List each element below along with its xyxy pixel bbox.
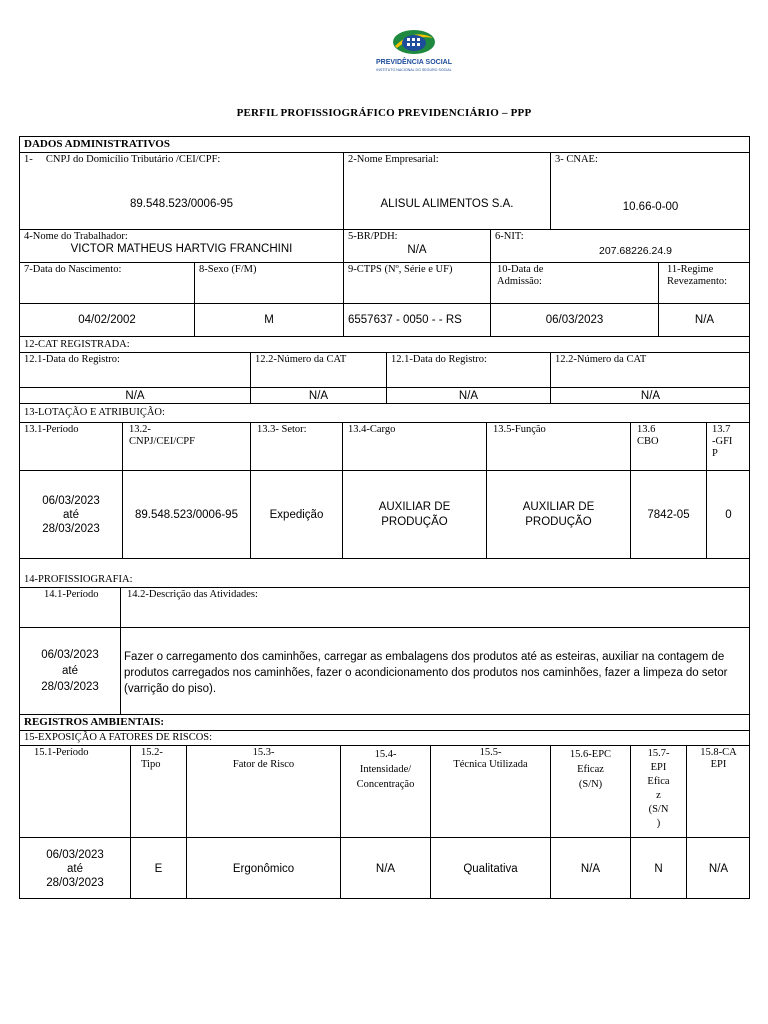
lot-cnpj-value: 89.548.523/0006-95 <box>135 508 238 521</box>
sexo-label: 8-Sexo (F/M) <box>199 264 257 275</box>
previdencia-social-logo <box>367 26 461 74</box>
risc-tecnica-label: 15.5- Técnica Utilizada <box>453 747 528 770</box>
risc-fator-value-cell <box>187 838 341 899</box>
sexo-label-cell <box>195 263 344 304</box>
risc-ca-value-cell <box>687 838 750 899</box>
risc-tecnica-label-cell <box>431 746 551 838</box>
lot-gfip-label-cell <box>707 423 750 471</box>
lot-cbo-value-cell <box>631 471 707 559</box>
lot-cbo-value: 7842-05 <box>647 508 690 521</box>
risc-epi-label: 15.7- EPI Efica z (S/N ) <box>647 748 670 829</box>
logo-subtitle: INSTITUTO NACIONAL DO SEGURO SOCIAL <box>376 68 452 72</box>
cat-data2-label-cell <box>387 353 551 388</box>
admissao-label: 10-Data de Admissão: <box>497 264 544 287</box>
risc-tipo-label-cell <box>131 746 187 838</box>
lot-cbo-label-cell <box>631 423 707 471</box>
lot-setor-label: 13.3- Setor: <box>257 424 307 435</box>
cat-data2-value-cell <box>387 388 551 404</box>
lot-cargo-value-cell <box>343 471 487 559</box>
risc-intensidade-label-cell <box>341 746 431 838</box>
lot-periodo-label: 13.1-Período <box>24 424 79 435</box>
cat-data1-value: N/A <box>125 390 145 402</box>
cnpj-label: 1- CNPJ do Domicílio Tributário /CEI/CPF: <box>24 154 221 165</box>
lot-gfip-value: 0 <box>725 508 732 521</box>
prof-periodo-value: 06/03/2023 até 28/03/2023 <box>41 649 99 693</box>
document-title: PERFIL PROFISSIOGRÁFICO PREVIDENCIÁRIO – PPP <box>236 107 532 119</box>
lot-funcao-label: 13.5-Função <box>493 424 546 435</box>
trabalhador-cell <box>20 230 344 263</box>
risc-fator-value: Ergonômico <box>232 862 295 875</box>
regime-label-cell <box>659 263 750 304</box>
admissao-value: 06/03/2023 <box>545 314 604 326</box>
nascimento-label-cell <box>20 263 195 304</box>
risc-periodo-value: 06/03/2023 até 28/03/2023 <box>46 848 104 889</box>
riscos-heading: REGISTROS AMBIENTAIS: <box>20 715 749 731</box>
risc-periodo-label-cell <box>20 746 131 838</box>
risc-periodo-label: 15.1-Período <box>34 747 89 758</box>
cnpj-cell <box>20 153 344 230</box>
cnae-value: 10.66-0-00 <box>622 201 679 213</box>
lot-cbo-label: 13.6 CBO <box>637 424 659 447</box>
risc-ca-value: N/A <box>708 862 729 875</box>
cat-data2-value: N/A <box>458 390 479 402</box>
risc-fator-label-cell <box>187 746 341 838</box>
nascimento-label: 7-Data do Nascimento: <box>24 264 122 275</box>
lot-periodo-value-cell <box>20 471 123 559</box>
lot-cnpj-label: 13.2- CNPJ/CEI/CPF <box>129 424 195 447</box>
lot-funcao-value: AUXILIAR DE PRODUÇÃO <box>522 500 595 528</box>
cat-data1-value-cell <box>20 388 251 404</box>
admissao-label-cell <box>491 263 659 304</box>
lot-cargo-value: AUXILIAR DE PRODUÇÃO <box>378 500 451 528</box>
profissiografia-heading: 14-PROFISSIOGRAFIA: <box>20 559 749 588</box>
prof-descricao-label: 14.2-Descrição das Atividades: <box>127 589 258 600</box>
lot-gfip-label: 13.7 -GFI P <box>712 424 733 459</box>
lot-funcao-label-cell <box>487 423 631 471</box>
nascimento-value-cell <box>20 304 195 337</box>
risc-epc-value: N/A <box>580 862 601 875</box>
ctps-label: 9-CTPS (Nº, Série e UF) <box>348 264 453 275</box>
cat-num1-value-cell <box>251 388 387 404</box>
risc-intensidade-label: 15.4- Intensidade/ Concentração <box>356 749 415 790</box>
cat-data2-label: 12.1-Data do Registro: <box>391 354 487 365</box>
br-pdh-label: 5-BR/PDH: <box>348 231 398 242</box>
empresa-label: 2-Nome Empresarial: <box>348 154 439 165</box>
risc-epi-value: N <box>654 862 663 875</box>
lot-periodo-label-cell <box>20 423 123 471</box>
cnpj-value: 89.548.523/0006-95 <box>130 198 233 210</box>
ctps-value-cell <box>344 304 491 337</box>
risc-periodo-value-cell <box>20 838 131 899</box>
logo-emblem-icon <box>393 30 435 54</box>
prof-descricao-label-cell <box>121 588 750 628</box>
logo-name: PREVIDÊNCIA SOCIAL <box>376 59 452 66</box>
cnae-cell <box>551 153 750 230</box>
prof-descricao-value: Fazer o carregamento dos caminhões, carregar as embalagens dos produtos até as esteiras, auxiliar na contagem de produtos carregados nos caminhões, fazer o acondicionamento dos produtos nos caminhões, fazer a limpeza do setor (varrição do piso). <box>124 651 728 695</box>
risc-tipo-value-cell <box>131 838 187 899</box>
cat-heading: 12-CAT REGISTRADA: <box>20 337 749 353</box>
cat-num1-label-cell <box>251 353 387 388</box>
nit-cell <box>491 230 750 263</box>
cat-data1-label: 12.1-Data do Registro: <box>24 354 120 365</box>
cat-num2-label: 12.2-Número da CAT <box>555 354 647 365</box>
risc-tipo-label: 15.2- Tipo <box>141 747 163 770</box>
prof-descricao-value-cell <box>121 628 750 715</box>
risc-intensidade-value-cell <box>341 838 431 899</box>
risc-tecnica-value-cell <box>431 838 551 899</box>
prof-periodo-label: 14.1-Período <box>44 589 99 600</box>
ctps-value: 6557637 - 0050 - - RS <box>348 314 462 326</box>
cnae-label: 3- CNAE: <box>555 154 598 165</box>
risc-fator-label: 15.3- Fator de Risco <box>232 747 295 770</box>
ppp-form <box>19 136 750 899</box>
empresa-cell <box>344 153 551 230</box>
lot-setor-value-cell <box>251 471 343 559</box>
nascimento-value: 04/02/2002 <box>78 314 136 326</box>
lot-cargo-label-cell <box>343 423 487 471</box>
lot-cnpj-label-cell <box>123 423 251 471</box>
regime-value: N/A <box>694 314 715 326</box>
regime-label: 11-Regime Revezamento: <box>667 264 728 287</box>
regime-value-cell <box>659 304 750 337</box>
cat-num2-value-cell <box>551 388 750 404</box>
cat-num2-label-cell <box>551 353 750 388</box>
nit-value: 207.68226.24.9 <box>599 245 672 257</box>
sexo-value: M <box>264 314 274 326</box>
lotacao-heading: 13-LOTAÇÃO E ATRIBUIÇÃO: <box>20 404 749 423</box>
risc-epi-value-cell <box>631 838 687 899</box>
cat-num1-label: 12.2-Número da CAT <box>255 354 347 365</box>
cat-num2-value: N/A <box>640 390 661 402</box>
cat-data1-label-cell <box>20 353 251 388</box>
prof-periodo-value-cell <box>20 628 121 715</box>
br-pdh-cell <box>344 230 491 263</box>
nit-label: 6-NIT: <box>495 231 524 242</box>
risc-ca-label: 15.8-CA EPI <box>700 747 737 770</box>
risc-ca-label-cell <box>687 746 750 838</box>
risc-epi-label-cell <box>631 746 687 838</box>
cat-num1-value: N/A <box>308 390 329 402</box>
lot-funcao-value-cell <box>487 471 631 559</box>
lot-setor-label-cell <box>251 423 343 471</box>
trabalhador-label: 4-Nome do Trabalhador: <box>24 231 128 242</box>
riscos-subheading: 15-EXPOSIÇÃO A FATORES DE RISCOS: <box>20 731 749 746</box>
lot-periodo-value: 06/03/2023 até 28/03/2023 <box>42 494 100 535</box>
prof-periodo-label-cell <box>20 588 121 628</box>
sexo-value-cell <box>195 304 344 337</box>
risc-intensidade-value: N/A <box>375 862 396 875</box>
ctps-label-cell <box>344 263 491 304</box>
br-pdh-value: N/A <box>407 244 427 256</box>
lot-gfip-value-cell <box>707 471 750 559</box>
trabalhador-value: VICTOR MATHEUS HARTVIG FRANCHINI <box>70 243 293 255</box>
risc-epc-label: 15.6-EPC Eficaz (S/N) <box>569 749 612 790</box>
risc-epc-label-cell <box>551 746 631 838</box>
lot-cargo-label: 13.4-Cargo <box>348 424 396 435</box>
risc-epc-value-cell <box>551 838 631 899</box>
admin-heading: DADOS ADMINISTRATIVOS <box>20 137 749 153</box>
risc-tecnica-value: Qualitativa <box>463 862 518 875</box>
risc-tipo-value: E <box>154 862 163 875</box>
empresa-value: ALISUL ALIMENTOS S.A. <box>380 198 514 210</box>
admissao-value-cell <box>491 304 659 337</box>
lot-setor-value: Expedição <box>269 508 324 521</box>
lot-cnpj-value-cell <box>123 471 251 559</box>
